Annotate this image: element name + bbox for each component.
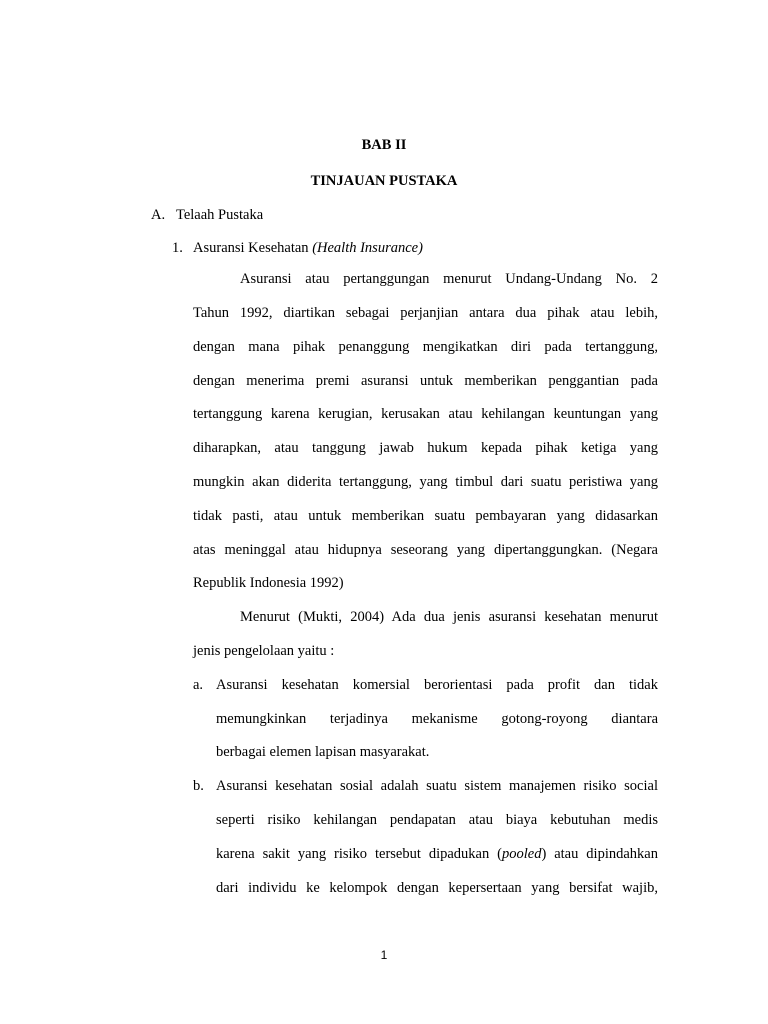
list-item-line: dari individu ke kelompok dengan kepersertaan yang bersifat wajib, [216,880,658,896]
list-item-marker: b. [193,778,204,794]
chapter-heading: BAB II [361,137,407,153]
subsection-title-text: Asuransi Kesehatan [193,240,313,256]
list-item-italic-term: pooled [501,846,542,862]
list-item-text: ) atau dipindahkan [541,846,658,862]
paragraph-line: Asuransi atau pertanggungan menurut Undang-Undang No. 2 [240,271,658,287]
paragraph-line: diharapkan, atau tanggung jawab hukum kepada pihak ketiga yang [193,440,658,456]
subsection-title [193,239,423,257]
paragraph-line: Tahun 1992, diartikan sebagai perjanjian antara dua pihak atau lebih, [193,305,658,321]
list-item-line: memungkinkan terjadinya mekanisme gotong-royong diantara [216,711,658,727]
list-item-line: berbagai elemen lapisan masyarakat. [216,744,430,760]
paragraph-line: dengan mana pihak penanggung mengikatkan diri pada tertanggung, [193,339,658,355]
list-item-line: Asuransi kesehatan sosial adalah suatu sistem manajemen risiko social [216,778,658,794]
paragraph-line: tidak pasti, atau untuk memberikan suatu pembayaran yang didasarkan [193,508,658,524]
subsection-marker: 1. [172,240,183,256]
section-title: Telaah Pustaka [176,207,264,223]
paragraph-line: mungkin akan diderita tertanggung, yang timbul dari suatu peristiwa yang [193,474,658,490]
paragraph-line: tertanggung karena kerugian, kerusakan atau kehilangan keuntungan yang [193,406,658,422]
chapter-title: TINJAUAN PUSTAKA [310,173,458,189]
list-item-line [216,845,658,863]
section-marker: A. [151,207,166,223]
list-item-text: karena sakit yang risiko tersebut dipadukan ( [216,846,502,862]
paragraph-line: atas meninggal atau hidupnya seseorang yang dipertanggungkan. (Negara [193,542,658,558]
paragraph-line: dengan menerima premi asuransi untuk memberikan penggantian pada [193,373,658,389]
paragraph-line: Republik Indonesia 1992) [193,575,344,591]
page-number: 1 [380,948,388,962]
subsection-title-english: (Health Insurance) [312,240,423,256]
paragraph-line: jenis pengelolaan yaitu : [193,643,335,659]
list-item-line: seperti risiko kehilangan pendapatan atau biaya kebutuhan medis [216,812,658,828]
list-item-marker: a. [193,677,204,693]
paragraph-line: Menurut (Mukti, 2004) Ada dua jenis asuransi kesehatan menurut [240,609,658,625]
list-item-line: Asuransi kesehatan komersial berorientasi pada profit dan tidak [216,677,658,693]
